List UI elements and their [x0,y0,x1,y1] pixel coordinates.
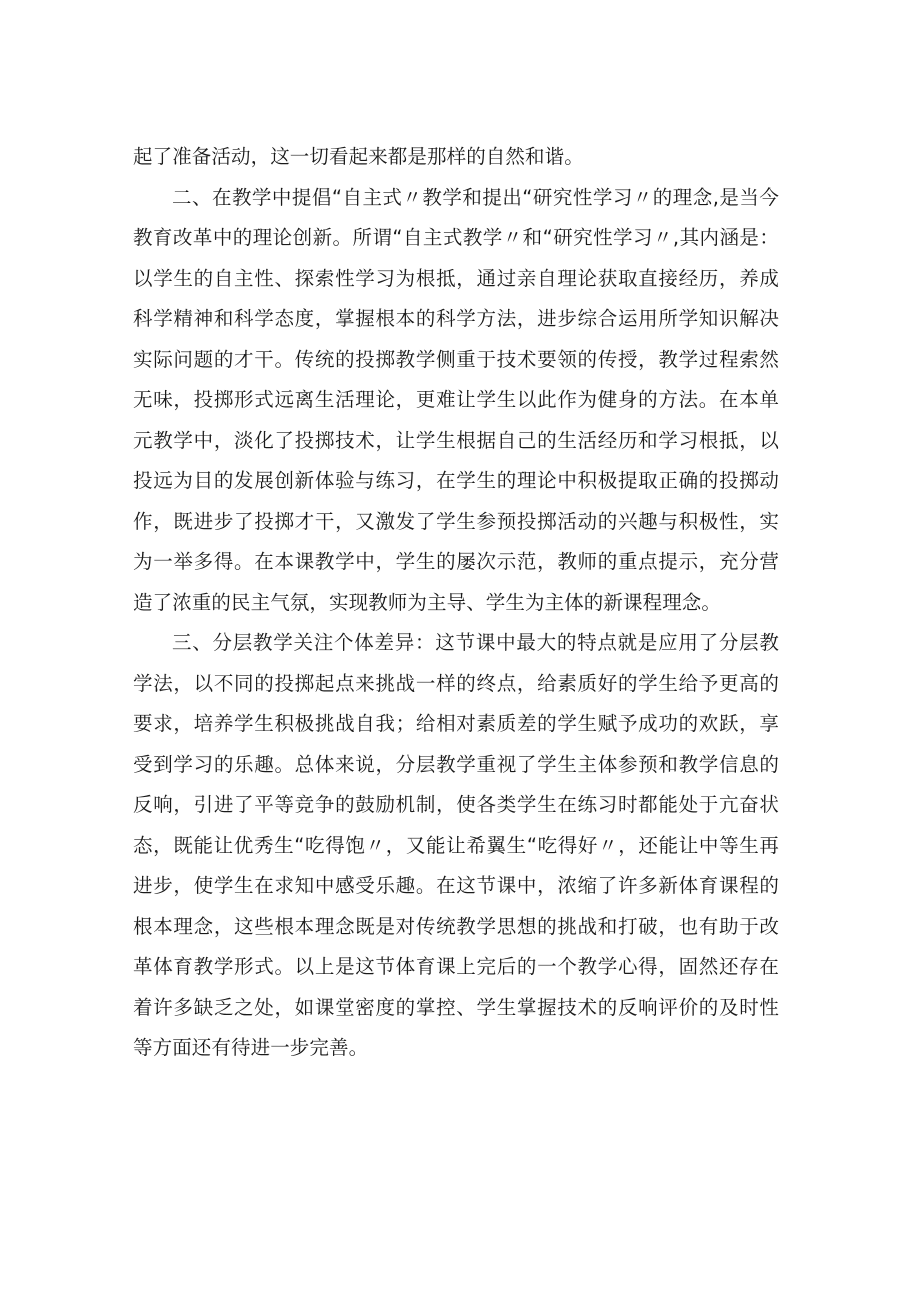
paragraph-1: 起了准备活动，这一切看起来都是那样的自然和谐。 [133,145,584,168]
document-body [133,137,779,1069]
paragraph-2: 二、在教学中提倡“自主式〃教学和提出“研究性学习〃的理念,是当今教育改革中的理论创新。所谓“自主式教学〃和“研究性学习〃,其内涵是：以学生的自主性、探索性学习为根抵，通过亲自理论获取直接经历，养成科学精神和科学态度，掌握根本的科学方法，进步综合运用所学知识解决实际问题的才干。传统的投掷教学侧重于技术要领的传授，教学过程索然无味，投掷形式远离生活理论，更难让学生以此作为健身的方法。在本单元教学中，淡化了投掷技术，让学生根据自己的生活经历和学习根抵，以投远为目的发展创新体验与练习，在学生的理论中积极提取正确的投掷动作，既进步了投掷才干，又激发了学生参预投掷活动的兴趣与积极性，实为一举多得。在本课教学中，学生的屡次示范，教师的重点提示，充分营造了浓重的民主气氛，实现教师为主导、学生为主体的新课程理念。 [133,185,779,614]
paragraph-3: 三、分层教学关注个体差异：这节课中最大的特点就是应用了分层教学法，以不同的投掷起点来挑战一样的终点，给素质好的学生给予更高的要求，培养学生积极挑战自我；给相对素质差的学生赋予成功的欢跃，享受到学习的乐趣。总体来说，分层教学重视了学生主体参预和教学信息的反响，引进了平等竞争的鼓励机制，使各类学生在练习时都能处于亢奋状态，既能让优秀生“吃得饱〃，又能让希翼生“吃得好〃，还能让中等生再进步，使学生在求知中感受乐趣。在这节课中，浓缩了许多新体育课程的根本理念，这些根本理念既是对传统教学思想的挑战和打破，也有助于改革体育教学形式。以上是这节体育课上完后的一个教学心得，固然还存在着许多缺乏之处，如课堂密度的掌控、学生掌握技术的反响评价的及时性等方面还有待进一步完善。 [133,631,779,1059]
